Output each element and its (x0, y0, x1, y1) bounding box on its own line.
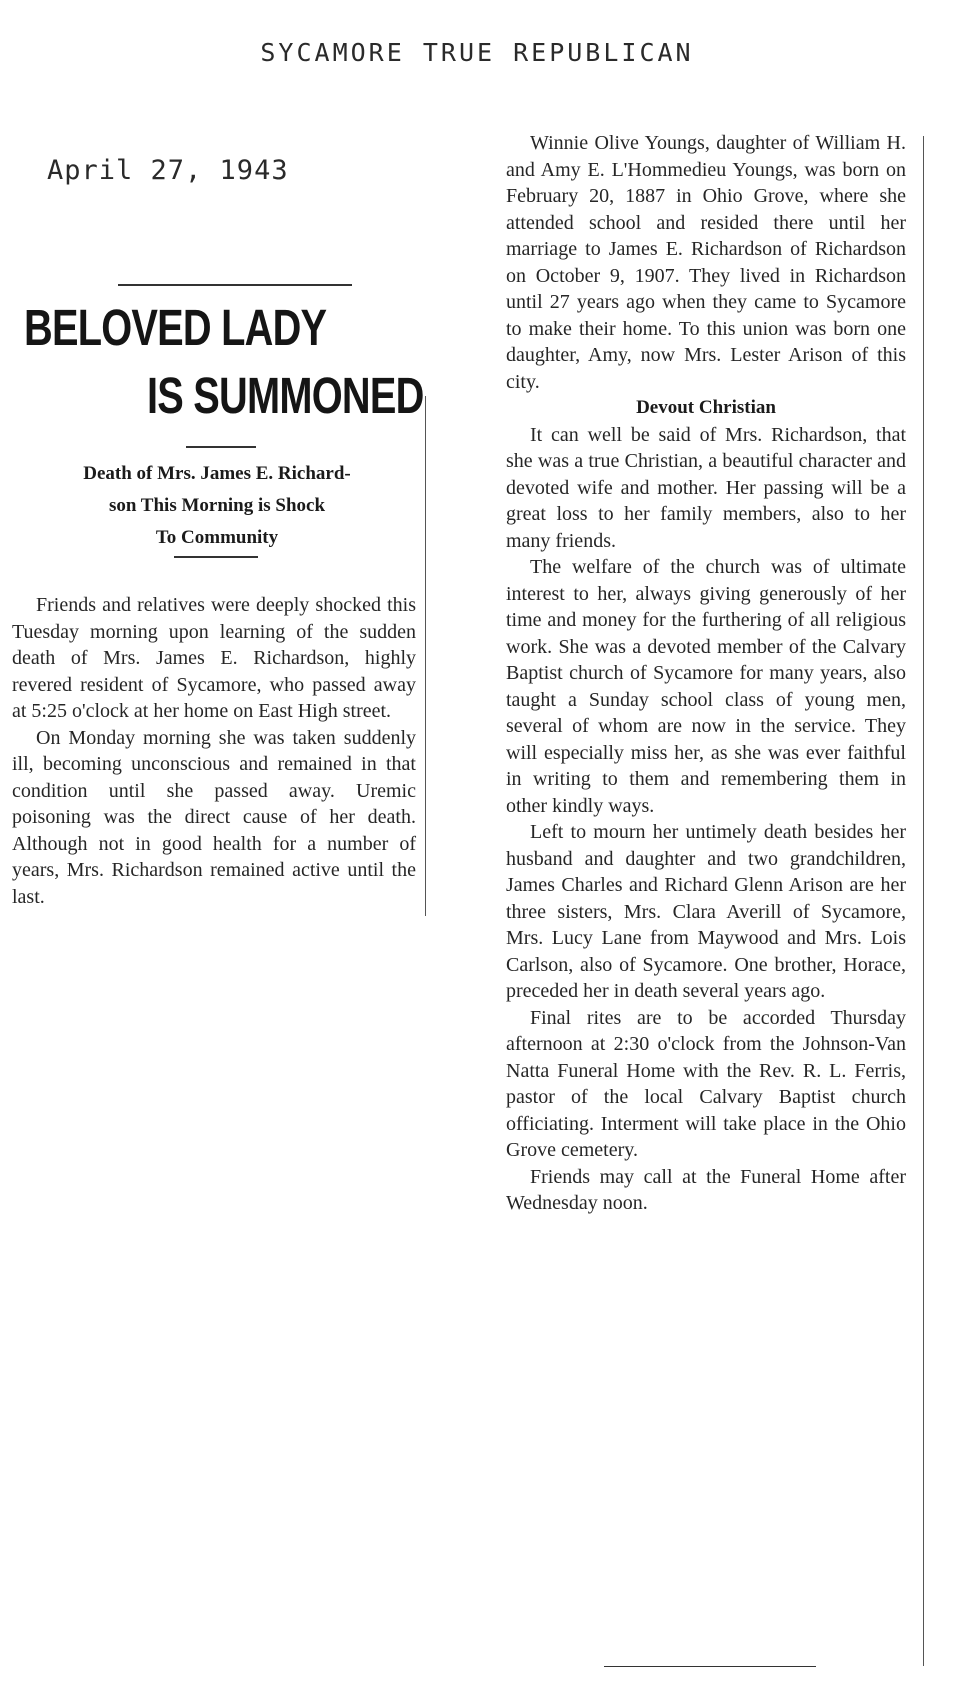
dateline: April 27, 1943 (47, 155, 289, 186)
headline-top-rule (118, 284, 352, 286)
headline-line-2: IS SUMMONED (147, 367, 424, 424)
left-column-border (425, 396, 426, 916)
left-paragraph-2: On Monday morning she was taken suddenly ill, becoming unconscious and remained in that condition until she passed away. Uremic poisoning was the direct cause of her death. Although not in good health for a number of years, Mrs. Richardson remained active until the last. (12, 726, 416, 908)
headline-bottom-rule (186, 446, 256, 448)
deck-line-2: son This Morning is Shock (108, 495, 326, 516)
headline-line-1: BELOVED LADY (24, 299, 327, 356)
left-paragraph-1: Friends and relatives were deeply shocked this Tuesday morning upon learning of the sudden death of Mrs. James E. Richardson, highly revered resident of Sycamore, who passed away at 5:25 o'clock at her home on East High street. (12, 594, 416, 722)
article-end-rule (604, 1666, 816, 1667)
right-column-border (923, 136, 924, 1666)
right-paragraph-2: It can well be said of Mrs. Richardson, that she was a true Christian, a beautiful character and devoted wife and mother. Her passing will be a great loss to her family members, also to her many friends. (506, 423, 906, 552)
right-paragraph-3: The welfare of the church was of ultimate interest to her, always giving generously of her time and money for the furthering of all religious work. She was a devoted member of the Calvary Baptist church of Sycamore for many years, also taught a Sunday school class of young men, several of whom are now in the service. They will especially miss her, as she was ever faithful in writing to them and remembering them in other kindly ways. (506, 556, 906, 817)
right-paragraph-5: Final rites are to be accorded Thursday afternoon at 2:30 o'clock from the Johnson-Van Natta Funeral Home with the Rev. R. L. Ferris, pastor of the local Calvary Baptist church officiating. Interment will take place in the Ohio Grove cemetery. (506, 1006, 906, 1161)
masthead: SYCAMORE TRUE REPUBLICAN (260, 38, 694, 67)
deck-line-1: Death of Mrs. James E. Richard- (83, 463, 351, 484)
deck-bottom-rule (174, 556, 258, 558)
left-column (12, 592, 416, 910)
section-subhead: Devout Christian (636, 397, 776, 418)
right-paragraph-4: Left to mourn her untimely death besides her husband and daughter and two grandchildren, James Charles and Richard Glenn Arison are her three sisters, Mrs. Clara Averill of Sycamore, Mrs. Lucy Lane from Maywood and Mrs. Lois Carlson, also of Sycamore. One brother, Horace, preceded her in death several years ago. (506, 821, 906, 1002)
right-column (506, 130, 906, 1217)
right-paragraph-1: Winnie Olive Youngs, daughter of William H. and Amy E. L'Hommedieu Youngs, was born on February 20, 1887 in Ohio Grove, where she attended school and resided there until her marriage to James E. Richardson of Richardson on October 9, 1907. They lived in Richardson until 27 years ago when they came to Sycamore to make their home. To this union was born one daughter, Amy, now Mrs. Lester Arison of this city. (506, 132, 906, 393)
right-paragraph-6: Friends may call at the Funeral Home after Wednesday noon. (506, 1165, 906, 1214)
subheadline-deck (14, 458, 420, 554)
deck-line-3: To Community (155, 527, 279, 548)
